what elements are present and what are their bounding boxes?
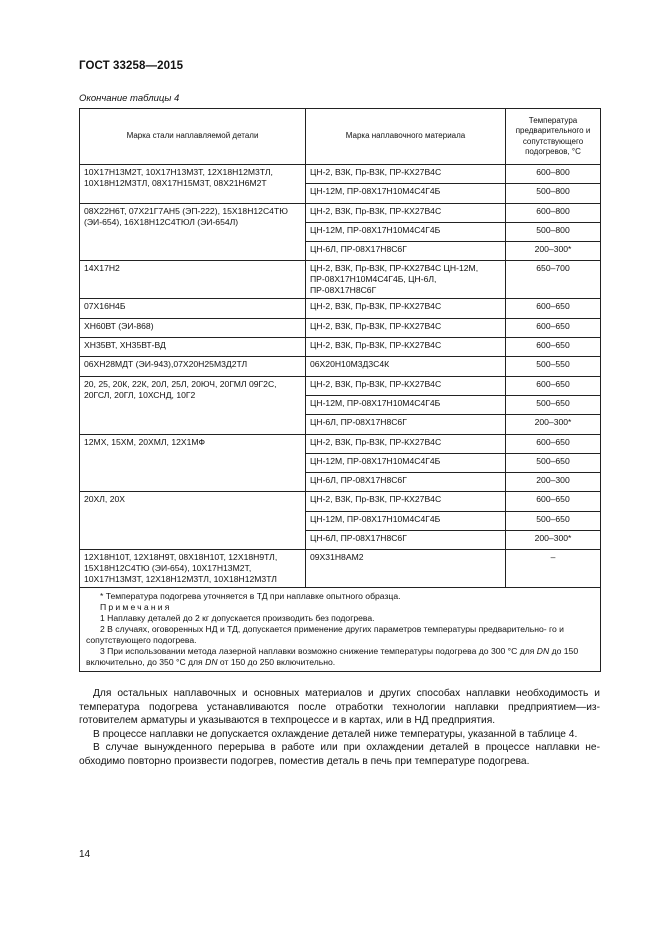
material-cell: 06Х20Н10М3Д3С4К [306,357,506,376]
document-header: ГОСТ 33258—2015 [79,60,184,72]
temperature-cell: 600–650 [506,492,601,511]
material-cell: ЦН-12М, ПР-08Х17Н10М4С4Г4Б [306,395,506,414]
steel-grade-cell: ХН35ВТ, ХН35ВТ-ВД [80,338,306,357]
material-cell: 09Х31Н8АМ2 [306,550,506,588]
material-cell: ЦН-6Л, ПР-08Х17Н8С6Г [306,473,506,492]
page-number: 14 [79,849,91,860]
temperature-cell: 200–300* [506,415,601,434]
table-notes [80,588,601,672]
body-text [79,687,600,769]
temperature-cell: 600–650 [506,299,601,318]
steel-grade-cell: ХН60ВТ (ЭИ-868) [80,318,306,337]
note-text: от 150 до 250 включительно. [217,657,336,668]
steel-grade-cell: 10Х17Н13М2Т, 10Х17Н13М3Т, 12Х18Н12М3ТЛ, 10Х18Н12М3ТЛ, 08Х17Н15М3Т, 08Х21Н6М2Т [80,165,306,204]
steel-grade-cell: 08Х22Н6Т, 07Х21Г7АН5 (ЭП-222), 15Х18Н12С4ТЮ (ЭИ-654), 16Х18Н12С4ТЮЛ (ЭИ-654Л) [80,203,306,261]
temperature-cell: 500–800 [506,184,601,203]
temperature-cell: 600–650 [506,318,601,337]
temperature-cell: 500–650 [506,395,601,414]
material-cell: ЦН-2, В3К, Пр-В3К, ПР-КХ27В4С [306,299,506,318]
column-header: Температура предварительного и сопутствующего подогревов, °С [506,109,601,165]
material-cell: ЦН-6Л, ПР-08Х17Н8С6Г [306,531,506,550]
temperature-cell: 200–300* [506,531,601,550]
temperature-cell: 500–800 [506,222,601,241]
table-row [80,299,601,318]
table-row [80,165,601,184]
steel-grade-cell: 20ХЛ, 20Х [80,492,306,550]
steel-grade-cell: 12МХ, 15ХМ, 20ХМЛ, 12Х1МФ [80,434,306,492]
material-cell: ЦН-2, В3К, Пр-В3К, ПР-КХ27В4С [306,376,506,395]
material-cell: ЦН-2, В3К, Пр-В3К, ПР-КХ27В4С [306,203,506,222]
table-caption: Окончание таблицы 4 [79,93,180,104]
temperature-cell: 600–800 [506,203,601,222]
temperature-cell: 500–650 [506,453,601,472]
steel-grade-cell: 20, 25, 20К, 22К, 20Л, 25Л, 20ЮЧ, 20ГМЛ 09Г2С, 20ГСЛ, 20ГЛ, 10ХСНД, 10Г2 [80,376,306,434]
steel-grade-cell: 06ХН28МДТ (ЭИ-943),07Х20Н25М3Д2ТЛ [80,357,306,376]
temperature-cell: 600–800 [506,165,601,184]
notes-title: Примечания [100,602,172,613]
table-header-row [80,109,601,165]
column-header: Марка стали наплавляемой детали [80,109,306,165]
temperature-cell: 650–700 [506,261,601,299]
note-text: до 150 включительно, до 350 °С для [86,646,579,668]
material-cell: ЦН-2, В3К, Пр-В3К, ПР-КХ27В4С [306,434,506,453]
temperature-cell: 500–550 [506,357,601,376]
table-row [80,434,601,453]
temperature-cell: 600–650 [506,338,601,357]
steel-grade-cell: 12Х18Н10Т, 12Х18Н9Т, 08Х18Н10Т, 12Х18Н9ТЛ, 15Х18Н12С4ТЮ (ЭИ-654), 10Х17Н13М2Т, 10Х17Н13М3Т, 12Х18Н12М3ТЛ, 10Х18Н12М3ТЛ [80,550,306,588]
table-4 [79,108,601,672]
material-cell: ЦН-2, В3К, Пр-В3К, ПР-КХ27В4С ЦН-12М, ПР-08Х17Н10М4С4Г4Б, ЦН-6Л, ПР-08Х17Н8С6Г [306,261,506,299]
paragraph: Для остальных наплавочных и основных материалов и других способах наплавки необходимость и температура подогрева устанавливаются после отработки технологии наплавки предприятием—из- готовителем арматуры и указываются в техпроцессе и в картах, или в НД предприятия. [79,688,600,727]
footnote: * Температура подогрева уточняется в ТД при наплавке опытного образца. [100,591,401,602]
material-cell: ЦН-2, В3К, Пр-В3К, ПР-КХ27В4С [306,338,506,357]
temperature-cell: 600–650 [506,434,601,453]
table-row [80,357,601,376]
note-item [86,646,594,668]
temperature-cell: – [506,550,601,588]
note-item: 2 В случаях, оговоренных НД и ТД, допускается применение других параметров температуры предварительно- го и сопутствующего подогрева. [86,624,564,646]
table-row [80,492,601,511]
temperature-cell: 200–300 [506,473,601,492]
temperature-cell: 200–300* [506,242,601,261]
paragraph: В процессе наплавки не допускается охлаждение деталей ниже температуры, указанной в таблице 4. [93,728,578,740]
column-header: Марка наплавочного материала [306,109,506,165]
note-item: 1 Наплавку деталей до 2 кг допускается производить без подогрева. [100,613,375,624]
material-cell: ЦН-2, В3К, Пр-В3К, ПР-КХ27В4С [306,318,506,337]
notes-row [80,588,601,672]
note-text: 3 При использовании метода лазерной наплавки возможно снижение температуры подогрева до 300 °С для [100,646,537,657]
dn-symbol: DN [205,657,218,668]
material-cell: ЦН-6Л, ПР-08Х17Н8С6Г [306,242,506,261]
table-row [80,261,601,299]
steel-grade-cell: 14Х17Н2 [80,261,306,299]
steel-grade-cell: 07Х16Н4Б [80,299,306,318]
dn-symbol: DN [536,646,550,657]
material-cell: ЦН-12М, ПР-08Х17Н10М4С4Г4Б [306,511,506,530]
material-cell: ЦН-12М, ПР-08Х17Н10М4С4Г4Б [306,222,506,241]
table-row [80,203,601,222]
material-cell: ЦН-12М, ПР-08Х17Н10М4С4Г4Б [306,453,506,472]
table-row [80,376,601,395]
material-cell: ЦН-6Л, ПР-08Х17Н8С6Г [306,415,506,434]
temperature-cell: 600–650 [506,376,601,395]
temperature-cell: 500–650 [506,511,601,530]
table-row [80,338,601,357]
table-row [80,550,601,588]
table-row [80,318,601,337]
material-cell: ЦН-2, В3К, Пр-В3К, ПР-КХ27В4С [306,165,506,184]
material-cell: ЦН-12М, ПР-08Х17Н10М4С4Г4Б [306,184,506,203]
paragraph: В случае вынужденного перерыва в работе или при охлаждении деталей в процессе наплавки не- обходимо повторно произвести подогрев, поместив деталь в печь при температуре подогрева. [79,742,600,767]
material-cell: ЦН-2, В3К, Пр-В3К, ПР-КХ27В4С [306,492,506,511]
